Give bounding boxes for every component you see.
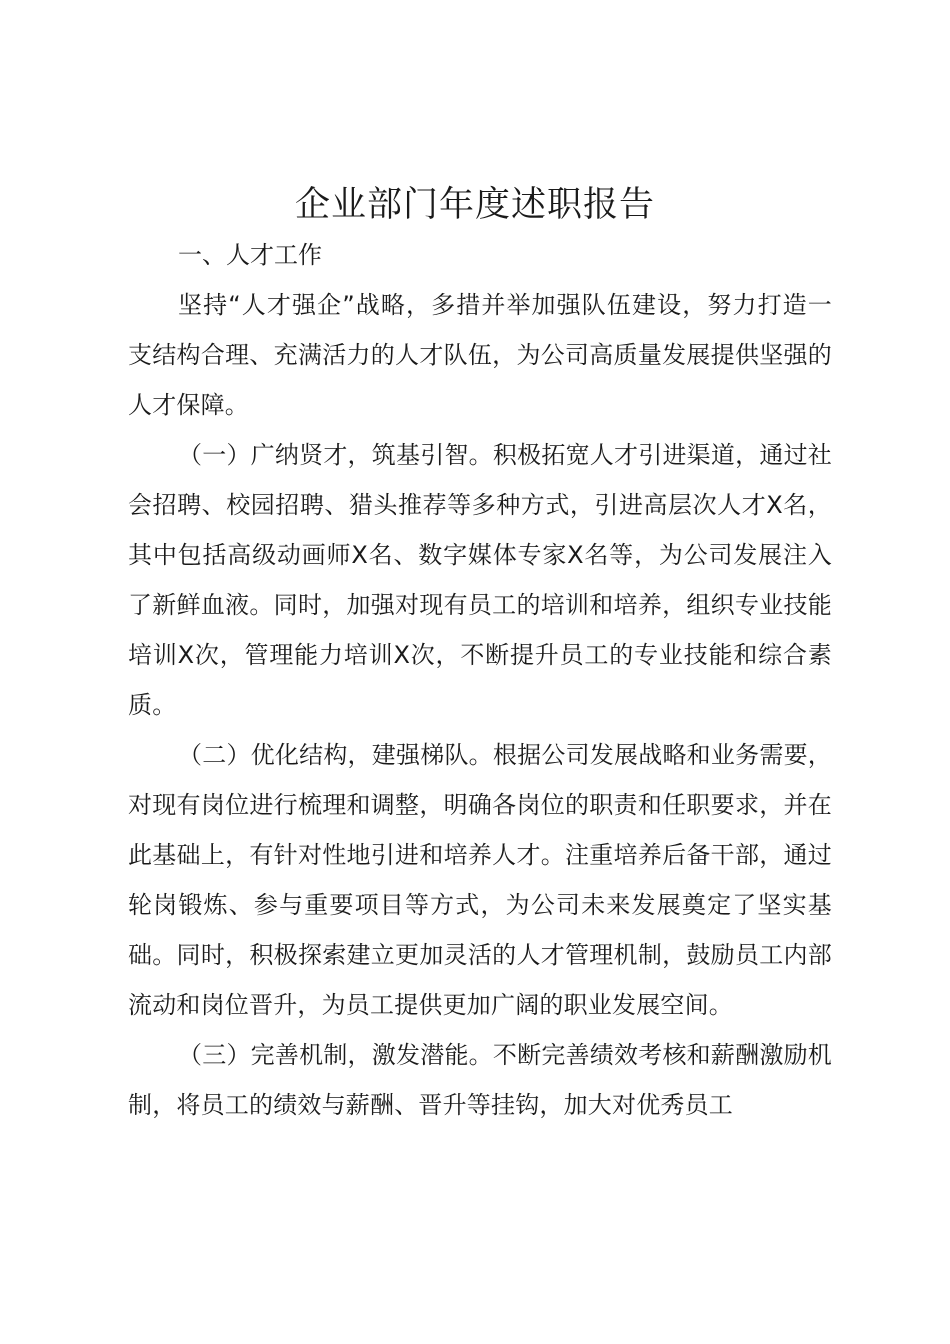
paragraph-structure: （二）优化结构，建强梯队。根据公司发展战略和业务需要，对现有岗位进行梳理和调整，明确各岗位的职责和任职要求，并在此基础上，有针对性地引进和培养人才。注重培养后备干部，通过轮岗锻炼、参与重要项目等方式，为公司未来发展奠定了坚实基础。同时，积极探索建立更加灵活的人才管理机制，鼓励员工内部流动和岗位晋升，为员工提供更加广阔的职业发展空间。	[128, 741, 832, 1019]
paragraph-recruitment: （一）广纳贤才，筑基引智。积极拓宽人才引进渠道，通过社会招聘、校园招聘、猎头推荐等多种方式，引进高层次人才X名，其中包括高级动画师X名、数字媒体专家X名等，为公司发展注入了新鲜血液。同时，加强对现有员工的培训和培养，组织专业技能培训X次，管理能力培训X次，不断提升员工的专业技能和综合素质。	[128, 441, 832, 719]
paragraph-mechanism: （三）完善机制，激发潜能。不断完善绩效考核和薪酬激励机制，将员工的绩效与薪酬、晋升等挂钩，加大对优秀员工	[128, 1041, 832, 1119]
document-title: 企业部门年度述职报告	[294, 185, 655, 225]
paragraph-intro: 坚持“人才强企”战略，多措并举加强队伍建设，努力打造一支结构合理、充满活力的人才队伍，为公司高质量发展提供坚强的人才保障。	[128, 291, 832, 419]
document-body	[128, 230, 832, 1130]
section-heading-talent: 一、人才工作	[178, 241, 322, 269]
